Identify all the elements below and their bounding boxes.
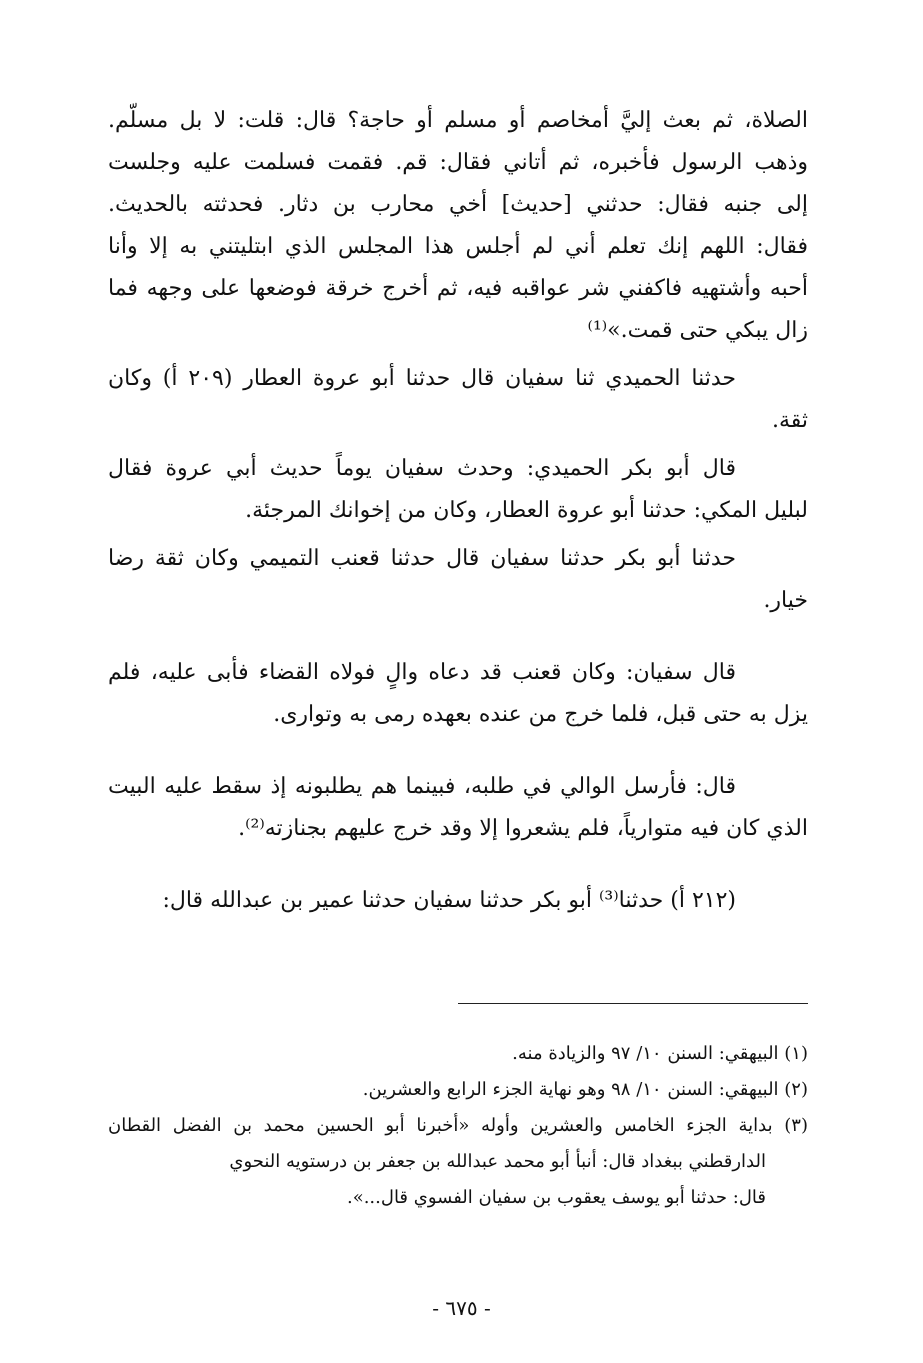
text-line: إلى جنبه فقال: حدثني [حديث] أخي محارب بن دثار. فحدثته بالحديث. (108, 192, 808, 217)
paragraph (108, 880, 808, 922)
footnote-line: الدارقطني ببغداد قال: أنبأ أبو محمد عبدالله بن جعفر بن درستويه النحوي (229, 1151, 766, 1172)
footnote-line: قال: حدثنا أبو يوسف يعقوب بن سفيان الفسوي قال...». (346, 1187, 766, 1208)
footnotes (108, 1036, 808, 1216)
main-text (108, 100, 808, 922)
text-line: خيار. (763, 588, 808, 613)
text-line: حدثنا الحميدي ثنا سفيان قال حدثنا أبو عروة العطار (٢٠٩ أ) وكان (108, 366, 737, 391)
text-line: (٢١٢ أ) حدثنا⁽³⁾ أبو بكر حدثنا سفيان حدثنا عمير بن عبدالله قال: (162, 888, 736, 913)
text-line: الصلاة، ثم بعث إليَّ أمخاصم أو مسلم أو حاجة؟ قال: قلت: لا بل مسلّم. (108, 108, 808, 133)
text-line: يزل به حتى قبل، فلما خرج من عنده بعهده رمى به وتوارى. (273, 702, 808, 727)
paragraph (108, 100, 808, 352)
text-line: قال: فأرسل الوالي في طلبه، فبينما هم يطلبونه إذ سقط عليه البيت (108, 774, 736, 799)
text-line: حدثنا أبو بكر حدثنا سفيان قال حدثنا قعنب التميمي وكان ثقة رضا (108, 546, 736, 571)
paragraph (108, 358, 808, 442)
page-number: - ٦٧٥ - (432, 1296, 491, 1320)
text-line: وذهب الرسول فأخبره، ثم أتاني فقال: قم. فقمت فسلمت عليه وجلست (108, 150, 808, 175)
paragraph (108, 652, 808, 736)
text-line: قال سفيان: وكان قعنب قد دعاه والٍ فولاه القضاء فأبى عليه، فلم (108, 660, 736, 685)
text-line: لبليل المكي: حدثنا أبو عروة العطار، وكان من إخوانك المرجئة. (245, 498, 808, 523)
text-line: زال يبكي حتى قمت.»⁽¹⁾ (587, 318, 808, 343)
footnote-line: (٢) البيهقي: السنن ١٠/ ٩٨ وهو نهاية الجزء الرابع والعشرين. (362, 1079, 808, 1100)
footnote-divider (458, 1003, 808, 1004)
text-line: قال أبو بكر الحميدي: وحدث سفيان يوماً حديث أبي عروة فقال (108, 456, 736, 481)
paragraph (108, 448, 808, 532)
paragraph (108, 538, 808, 622)
text-line: الذي كان فيه متوارياً، فلم يشعروا إلا وقد خرج عليهم بجنازته⁽²⁾. (238, 816, 808, 841)
paragraph (108, 766, 808, 850)
footnote-line: (٣) بداية الجزء الخامس والعشرين وأوله «أخبرنا أبو الحسين محمد بن الفضل القطان (108, 1115, 808, 1136)
footnote-line: (١) البيهقي: السنن ١٠/ ٩٧ والزيادة منه. (512, 1043, 808, 1064)
text-line: فقال: اللهم إنك تعلم أني لم أجلس هذا المجلس الذي ابتليتني به إلا وأنا (108, 234, 808, 259)
text-line: أحبه وأشتهيه فاكفني شر عواقبه فيه، ثم أخرج خرقة فوضعها على وجهه فما (108, 276, 808, 301)
text-line: ثقة. (771, 408, 808, 433)
